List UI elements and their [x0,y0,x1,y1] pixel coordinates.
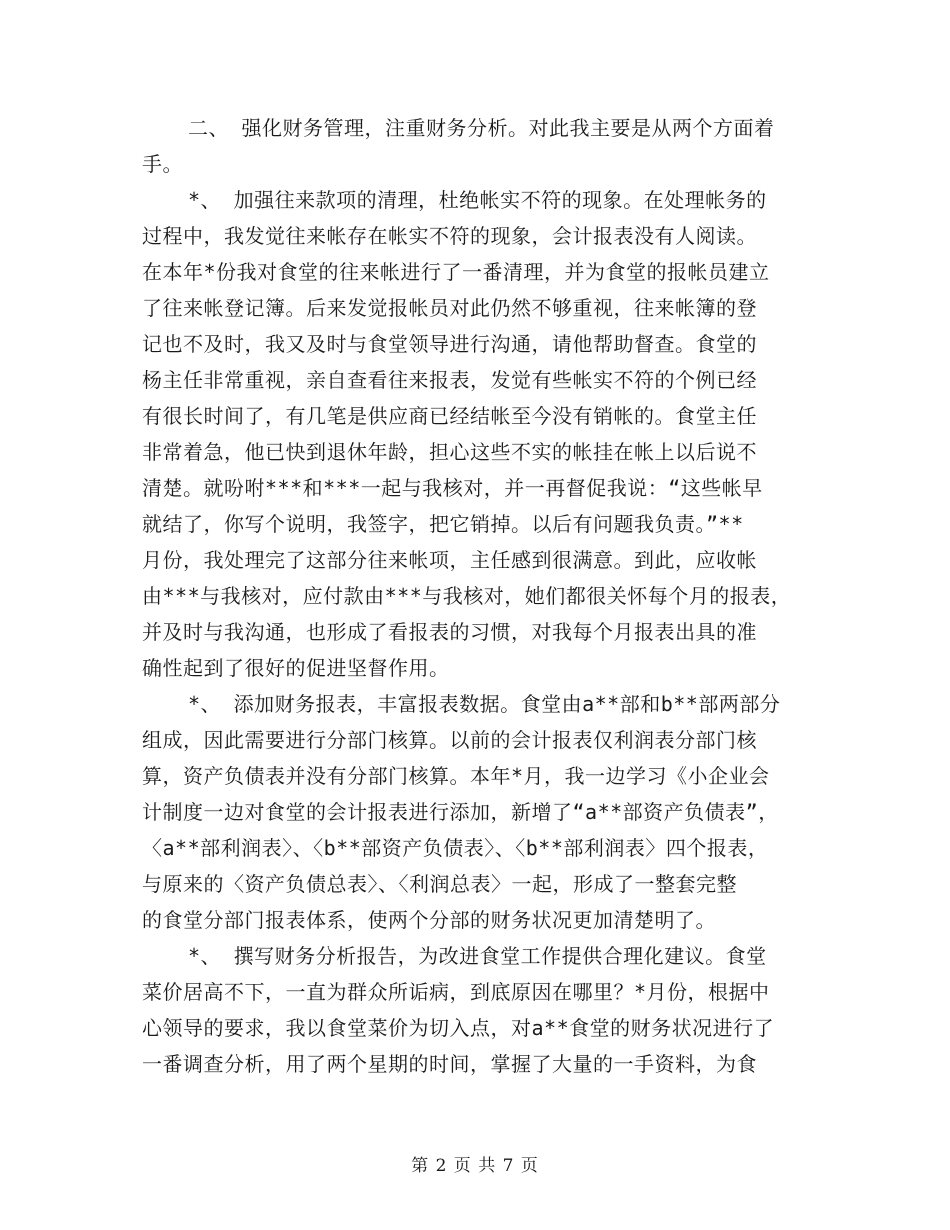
text-line: 菜价居高不下，一直为群众所诟病，到底原因在哪里？*月份，根据中 [142,980,770,1004]
text-line: 杨主任非常重视，亲自查看往来报表，发觉有些帐实不符的个例已经 [142,368,757,392]
paragraph-start-line: *、 添加财务报表，丰富报表数据。食堂由a**部和b**部两部分 [188,692,781,716]
text-line: 有很长时间了，有几笔是供应商已经结帐至今没有销帐的。食堂主任 [142,404,757,428]
text-line: 并及时与我沟通，也形成了看报表的习惯，对我每个月报表出具的准 [142,620,757,644]
text-line: 计制度一边对食堂的会计报表进行添加，新增了“a**部资产负债表”， [142,800,779,824]
text-line: 一番调查分析，用了两个星期的时间，掌握了大量的一手资料，为食 [142,1052,757,1076]
text-line: 算，资产负债表并没有分部门核算。本年*月，我一边学习《小企业会 [142,764,770,788]
text-line: 与原来的〈资产负债总表〉、〈利润总表〉一起，形成了一整套完整 [142,872,737,896]
text-line: 了往来帐登记簿。后来发觉报帐员对此仍然不够重视，往来帐簿的登 [142,296,757,320]
text-line: 手。 [142,152,183,176]
paragraph-start-line: *、 撰写财务分析报告，为改进食堂工作提供合理化建议。食堂 [188,944,767,968]
text-line: 就结了，你写个说明，我签字，把它销掉。以后有问题我负责。”** [142,512,744,536]
text-line: 〈a**部利润表〉、〈b**部资产负债表〉、〈b**部利润表〉四个报表， [142,836,769,860]
text-line: 记也不及时，我又及时与食堂领导进行沟通，请他帮助督查。食堂的 [142,332,757,356]
page-number-footer: 第 2 页 共 7 页 [411,1156,539,1176]
paragraph-start-line: *、 加强往来款项的清理，杜绝帐实不符的现象。在处理帐务的 [188,188,767,212]
text-line: 心领导的要求，我以食堂菜价为切入点，对a**食堂的财务状况进行了 [142,1016,775,1040]
text-line: 在本年*份我对食堂的往来帐进行了一番清理，并为食堂的报帐员建立 [142,260,770,284]
text-line: 确性起到了很好的促进坚督作用。 [142,656,450,680]
text-line: 清楚。就吩咐***和***一起与我核对，并一再督促我说：“这些帐早 [142,476,763,500]
text-line: 非常着急，他已快到退休年龄，担心这些不实的帐挂在帐上以后说不 [142,440,757,464]
text-line: 月份，我处理完了这部分往来帐项，主任感到很满意。到此，应收帐 [142,548,757,572]
text-line: 的食堂分部门报表体系，使两个分部的财务状况更加清楚明了。 [142,908,716,932]
text-line: 由***与我核对，应付款由***与我核对，她们都很关怀每个月的报表， [142,584,792,608]
text-line: 过程中，我发觉往来帐存在帐实不符的现象，会计报表没有人阅读。 [142,224,757,248]
text-line: 组成，因此需要进行分部门核算。以前的会计报表仅利润表分部门核 [142,728,757,752]
paragraph-heading-line: 二、 强化财务管理，注重财务分析。对此我主要是从两个方面着 [188,116,775,140]
